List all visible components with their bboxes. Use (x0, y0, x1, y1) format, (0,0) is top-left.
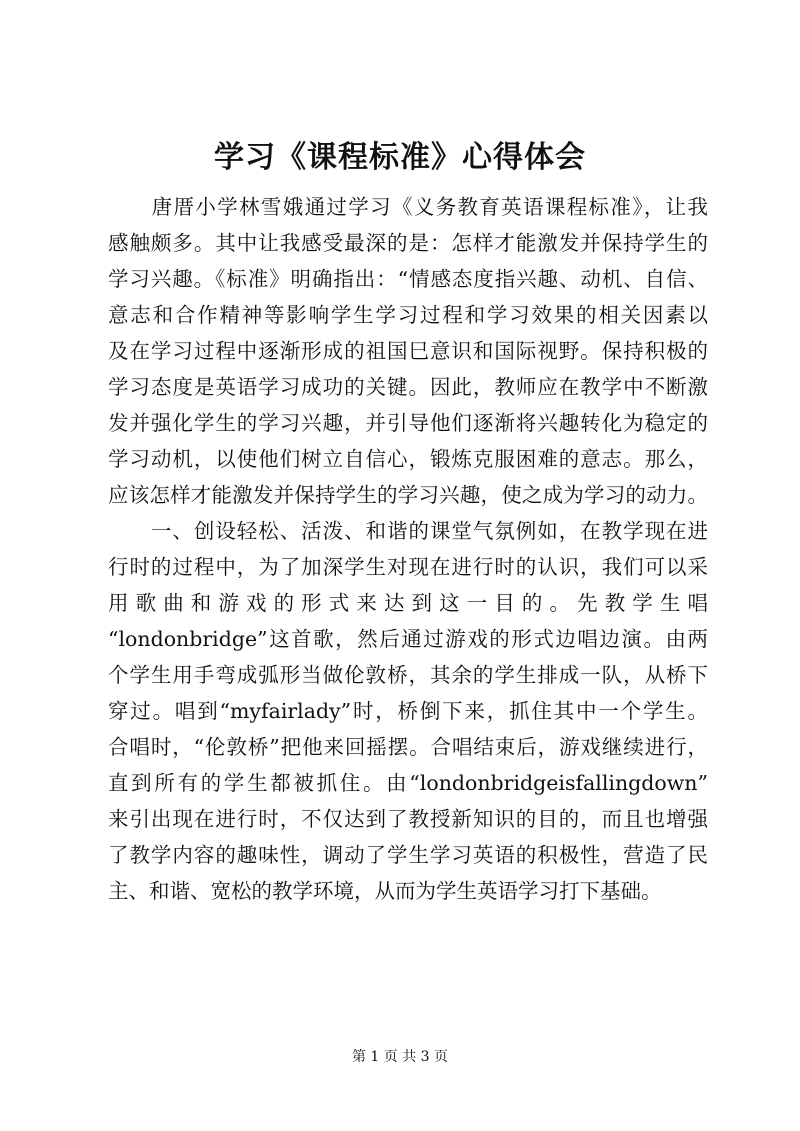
body-line: 了教学内容的趣味性，调动了学生学习英语的积极性，营造了民 (108, 843, 708, 867)
body-line: 唐厝小学林雪娥通过学习《义务教育英语课程标准》，让我 (108, 195, 708, 219)
body-line: 用歌曲和游戏的形式来达到这一目的。先教学生唱 (108, 591, 708, 615)
body-line: 一、创设轻松、活泼、和谐的课堂气氛例如，在教学现在进 (108, 519, 708, 543)
body-line: 学习兴趣。《标准》明确指出：“情感态度指兴趣、动机、自信、 (108, 267, 708, 291)
body-line: 意志和合作精神等影响学生学习过程和学习效果的相关因素以 (108, 303, 708, 327)
body-line: 学习动机，以使他们树立自信心，锻炼克服困难的意志。那么， (108, 447, 708, 471)
body-line: 应该怎样才能激发并保持学生的学习兴趣，使之成为学习的动力。 (108, 483, 708, 507)
body-line: 个学生用手弯成弧形当做伦敦桥，其余的学生排成一队，从桥下 (108, 663, 708, 687)
body-line: 及在学习过程中逐渐形成的祖国巳意识和国际视野。保持积极的 (108, 339, 708, 363)
body-line: 穿过。唱到“myfairlady”时，桥倒下来，抓住其中一个学生。 (108, 699, 708, 723)
body-line: 直到所有的学生都被抓住。由“londonbridgeisfallingdown” (108, 771, 708, 795)
body-line: 主、和谐、宽松的教学环境，从而为学生英语学习打下基础。 (108, 879, 662, 903)
body-line: 来引出现在进行时，不仅达到了教授新知识的目的，而且也增强 (108, 807, 708, 831)
document-title: 学习《课程标准》心得体会 (214, 140, 586, 175)
body-line: 合唱时，“伦敦桥”把他来回摇摆。合唱结束后，游戏继续进行， (108, 735, 708, 759)
body-line: 行时的过程中，为了加深学生对现在进行时的认识，我们可以采 (108, 555, 708, 579)
body-line: 学习态度是英语学习成功的关键。因此，教师应在教学中不断激 (108, 375, 708, 399)
body-line: 感触颇多。其中让我感受最深的是：怎样才能激发并保持学生的 (108, 231, 708, 255)
page-footer: 第 1 页 共 3 页 (351, 1049, 449, 1065)
body-line: 发并强化学生的学习兴趣，并引导他们逐渐将兴趣转化为稳定的 (108, 411, 708, 435)
body-line: “londonbridge”这首歌，然后通过游戏的形式边唱边演。由两 (108, 627, 708, 651)
